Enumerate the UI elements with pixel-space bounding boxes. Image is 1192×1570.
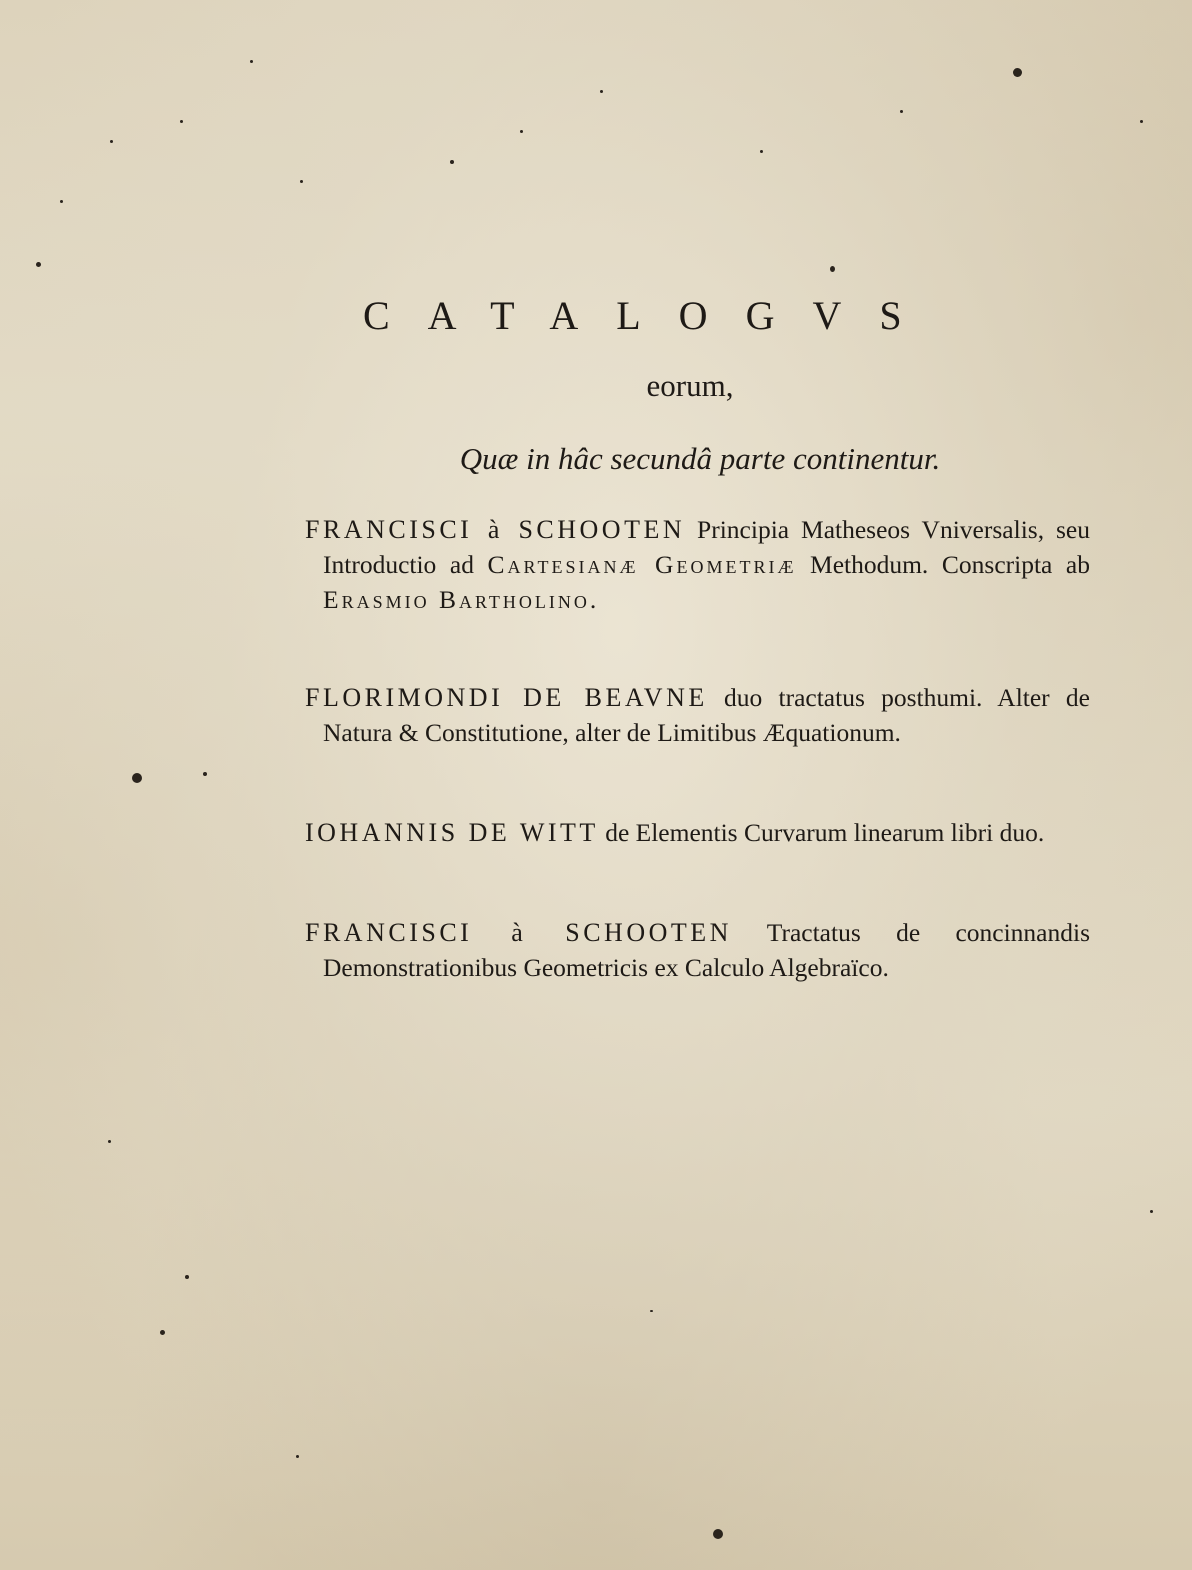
foxing-spot (185, 1275, 189, 1279)
entry-text: de Elementis Curvarum linearum libri duo. (598, 818, 1045, 847)
foxing-spot (110, 140, 113, 143)
entry-author: FRANCISCI à SCHOOTEN (305, 918, 732, 947)
foxing-spot (1140, 120, 1143, 123)
foxing-spot (1150, 1210, 1153, 1213)
foxing-spot (300, 180, 303, 183)
entry-smallcaps: Erasmio Bartholino. (323, 585, 600, 614)
foxing-spot (296, 1455, 299, 1458)
catalog-intro: Quæ in hâc secundâ parte continentur. (459, 441, 941, 476)
entry-text: Principia Matheseos Vniversalis, seu Introductio ad (323, 515, 1090, 579)
foxing-spot (108, 1140, 111, 1143)
entry-author: FLORIMONDI DE BEAVNE (305, 683, 708, 712)
catalog-entry (305, 680, 1090, 750)
foxing-spot (180, 120, 183, 123)
entry-author: IOHANNIS DE WITT (305, 818, 599, 847)
foxing-spot (60, 200, 63, 203)
entry-author: FRANCISCI à SCHOOTEN (305, 515, 686, 544)
foxing-spot (713, 1529, 723, 1539)
catalog-entry (305, 915, 1090, 985)
entry-text: duo tractatus posthumi. Alter de Natura & Constitutione, alter de Limitibus Æquationum. (323, 683, 1091, 747)
foxing-spot (600, 90, 603, 93)
foxing-spot (650, 1310, 653, 1312)
entry-smallcaps: Cartesianæ Geometriæ (487, 550, 797, 579)
catalog-entry (305, 512, 1090, 617)
entry-text: Tractatus de concinnandis Demonstrationibus Geometricis ex Calculo Algebraïco. (323, 918, 1091, 982)
foxing-spot (160, 1330, 165, 1335)
catalog-subtitle: eorum, (646, 368, 734, 403)
foxing-spot (36, 262, 41, 267)
catalog-entry (305, 815, 1090, 850)
foxing-spot (132, 773, 142, 783)
foxing-spot (450, 160, 454, 164)
entry-text: Methodum. Conscripta ab (796, 550, 1091, 579)
foxing-spot (203, 772, 207, 776)
foxing-spot (1013, 68, 1022, 77)
foxing-spot (760, 150, 763, 153)
foxing-spot (830, 266, 835, 272)
foxing-spot (520, 130, 523, 133)
catalog-title: CATALOGVS (363, 293, 940, 338)
foxing-spot (250, 60, 253, 63)
foxing-spot (900, 110, 903, 113)
